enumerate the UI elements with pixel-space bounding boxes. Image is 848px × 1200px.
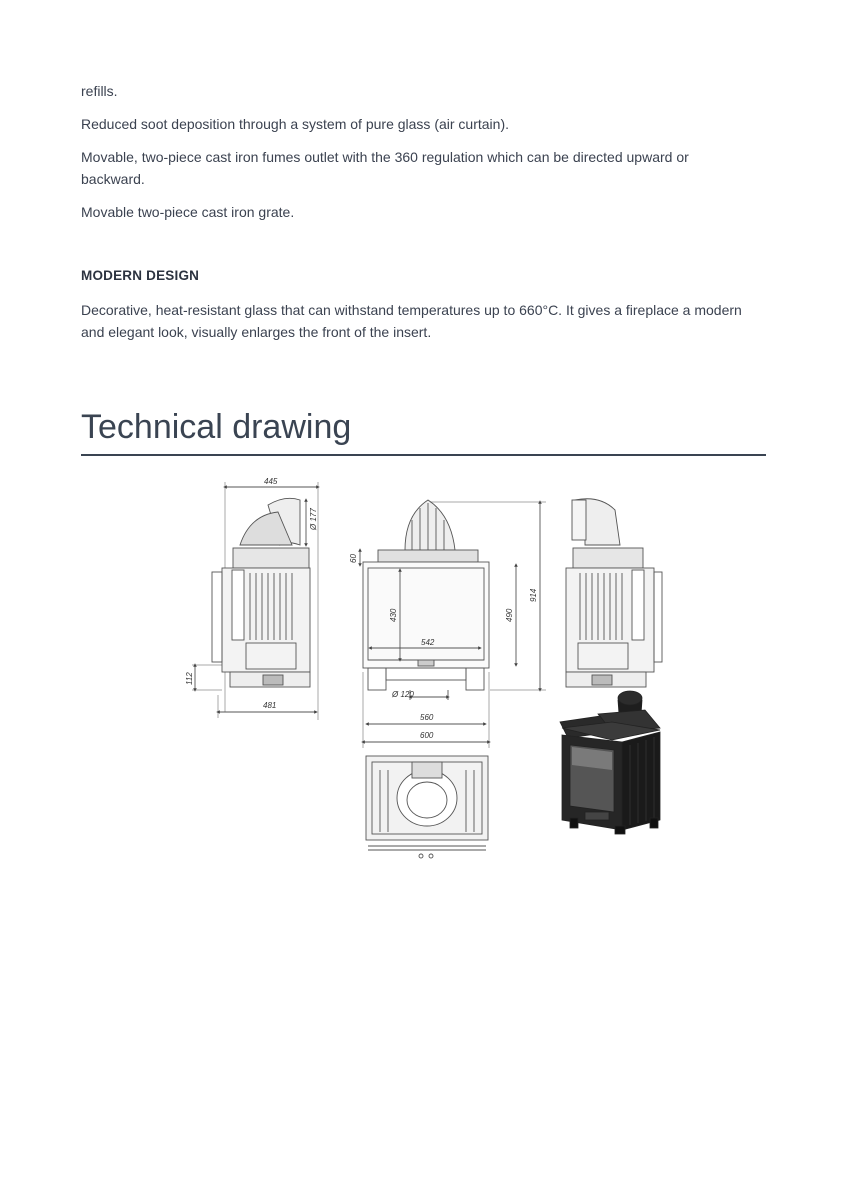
intro-text-grate: Movable two-piece cast iron grate.	[81, 204, 295, 220]
dim-front-glass-width: 542	[421, 638, 435, 647]
dim-front-total-width: 600	[420, 731, 434, 740]
dim-side-outlet: Ø 177	[309, 508, 318, 530]
dim-side-depth: 445	[264, 477, 278, 486]
intro-text-refills: refills.	[81, 83, 118, 99]
dim-front-inner-height: 490	[505, 608, 514, 622]
dim-side-foot: 112	[185, 672, 194, 685]
isometric-view	[560, 691, 660, 834]
dim-front-top: 60	[349, 554, 358, 563]
dim-front-air-diameter: Ø 120	[392, 690, 414, 699]
front-view	[360, 500, 546, 748]
technical-drawing-title: Technical drawing	[81, 408, 352, 446]
modern-design-heading: MODERN DESIGN	[81, 268, 200, 283]
intro-text-soot: Reduced soot deposition through a system of pure glass (air curtain).	[81, 116, 510, 132]
dim-front-total-height: 914	[529, 588, 538, 602]
top-view	[366, 756, 488, 858]
dim-front-glass-height: 430	[389, 608, 398, 622]
side-view-right	[566, 499, 662, 687]
modern-design-text: Decorative, heat-resistant glass that can withstand temperatures up to 660°C. It gives a fireplace a modern and elegant look, visually enlarges the front of the insert.	[81, 302, 742, 340]
side-view-left	[192, 482, 318, 720]
intro-text-outlet: Movable, two-piece cast iron fumes outlet with the 360 regulation which can be directed upward or backward.	[81, 149, 689, 187]
dim-front-inner-width: 560	[420, 713, 434, 722]
dim-side-base: 481	[263, 701, 277, 710]
